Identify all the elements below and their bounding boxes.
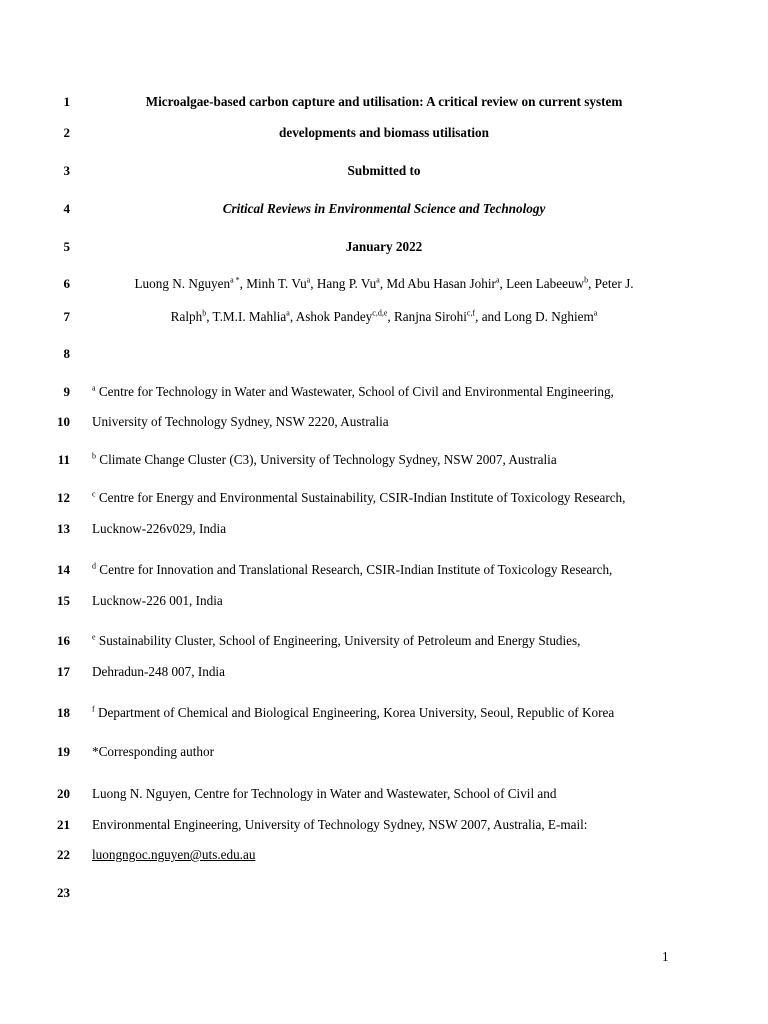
- affiliation-text: Sustainability Cluster, School of Engineering, University of Petroleum and Energy Studies,: [95, 633, 581, 648]
- line-17: [0, 661, 768, 683]
- line-12: [0, 487, 768, 509]
- line-number: 1: [63, 94, 70, 109]
- line-number: 20: [57, 786, 70, 801]
- author-name: , Leen Labeeuw: [499, 276, 585, 291]
- author-name: , Md Abu Hasan Johir: [379, 276, 496, 291]
- affiliation-a-line-1: [92, 381, 614, 403]
- line-number: 23: [57, 885, 70, 900]
- email-link[interactable]: luongngoc.nguyen@uts.edu.au: [92, 847, 256, 862]
- author-sup: a: [376, 275, 380, 285]
- author-name: , T.M.I. Mahlia: [206, 309, 287, 324]
- affiliation-c-line-2: Lucknow-226v029, India: [92, 521, 227, 536]
- line-10: [0, 411, 768, 433]
- line-number: 14: [57, 562, 70, 577]
- line-number: 9: [63, 384, 70, 399]
- affiliation-text: Centre for Energy and Environmental Sustainability, CSIR-Indian Institute of Toxicology Research,: [95, 490, 626, 505]
- line-19: [0, 741, 768, 763]
- affiliation-f-line-1: [92, 702, 614, 724]
- title-line-2: developments and biomass utilisation: [279, 125, 489, 140]
- line-number: 17: [57, 664, 70, 679]
- affiliation-sup: d: [92, 561, 96, 571]
- author-sup: a: [306, 275, 311, 285]
- author-name: , Peter J.: [588, 276, 634, 291]
- authors-line-1: [92, 273, 676, 295]
- affiliation-text: Centre for Innovation and Translational Research, CSIR-Indian Institute of Toxicology Research,: [96, 562, 613, 577]
- affiliation-sup: c: [92, 489, 96, 499]
- journal-name: Critical Reviews in Environmental Science and Technology: [222, 201, 546, 216]
- line-number: 8: [63, 346, 70, 361]
- affiliation-e-line-1: [92, 630, 580, 652]
- author-name: , Minh T. Vu: [239, 276, 307, 291]
- line-number: 12: [57, 490, 70, 505]
- affiliation-sup: a: [92, 383, 96, 393]
- line-number: 11: [57, 452, 70, 467]
- affiliation-d-line-2: Lucknow-226 001, India: [92, 593, 223, 608]
- line-number: 5: [63, 239, 70, 254]
- line-8: [0, 343, 768, 365]
- line-6: [0, 273, 768, 295]
- line-22: [0, 844, 768, 866]
- line-15: [0, 590, 768, 612]
- affiliation-d-line-1: [92, 559, 612, 581]
- title-line-1: Microalgae-based carbon capture and utilisation: A critical review on current system: [145, 94, 623, 109]
- author-name: Luong N. Nguyen: [134, 276, 231, 291]
- line-number: 21: [57, 817, 70, 832]
- submission-date: January 2022: [345, 239, 423, 254]
- line-number: 2: [63, 125, 70, 140]
- line-21: [0, 814, 768, 836]
- line-number: 22: [57, 847, 70, 862]
- line-11: [0, 449, 768, 471]
- line-4: [0, 198, 768, 220]
- line-number: 18: [57, 705, 70, 720]
- affiliation-c-line-1: [92, 487, 625, 509]
- line-number: 13: [57, 521, 70, 536]
- line-7: [0, 306, 768, 328]
- line-13: [0, 518, 768, 540]
- line-5: [0, 236, 768, 258]
- line-23: [0, 882, 768, 904]
- line-number: 6: [63, 276, 70, 291]
- author-name: , Ranjna Sirohi: [387, 309, 467, 324]
- corresponding-line-2: Environmental Engineering, University of Technology Sydney, NSW 2007, Australia, E-mail:: [92, 817, 588, 832]
- line-9: [0, 381, 768, 403]
- author-sup: a: [593, 308, 598, 318]
- line-18: [0, 702, 768, 724]
- author-name: , and Long D. Nghiem: [475, 309, 594, 324]
- affiliation-sup: e: [92, 632, 96, 642]
- author-name: , Hang P. Vu: [310, 276, 377, 291]
- author-sup: b: [202, 308, 207, 318]
- affiliation-text: Department of Chemical and Biological Engineering, Korea University, Seoul, Republic of Korea: [94, 705, 615, 720]
- affiliation-e-line-2: Dehradun-248 007, India: [92, 664, 225, 679]
- line-20: [0, 783, 768, 805]
- corresponding-author-label: *Corresponding author: [92, 744, 214, 759]
- corresponding-line-1: Luong N. Nguyen, Centre for Technology in Water and Wastewater, School of Civil and: [92, 786, 557, 801]
- line-number: 15: [57, 593, 70, 608]
- author-sup: c,f: [466, 308, 476, 318]
- authors-line-2: [92, 306, 676, 328]
- line-number: 16: [57, 633, 70, 648]
- affiliation-text: Centre for Technology in Water and Wastewater, School of Civil and Environmental Engineering,: [95, 384, 614, 399]
- line-number: 7: [63, 309, 70, 324]
- author-sup: a *: [230, 275, 240, 285]
- line-16: [0, 630, 768, 652]
- line-number: 4: [63, 201, 70, 216]
- affiliation-sup: f: [92, 704, 95, 714]
- author-sup: c,d,e: [372, 308, 388, 318]
- line-1: [0, 91, 768, 113]
- affiliation-a-line-2: University of Technology Sydney, NSW 2220, Australia: [92, 414, 389, 429]
- line-2: [0, 122, 768, 144]
- author-name: , Ashok Pandey: [289, 309, 373, 324]
- page-number: 1: [662, 949, 669, 964]
- affiliation-text: Climate Change Cluster (C3), University of Technology Sydney, NSW 2007, Australia: [96, 452, 557, 467]
- author-sup: a: [286, 308, 290, 318]
- line-number: 19: [57, 744, 70, 759]
- affiliation-b-line-1: [92, 449, 557, 471]
- line-number: 3: [63, 163, 70, 178]
- author-name: Ralph: [170, 309, 203, 324]
- line-3: [0, 160, 768, 182]
- affiliation-sup: b: [92, 451, 96, 461]
- line-14: [0, 559, 768, 581]
- submitted-to: Submitted to: [347, 163, 421, 178]
- line-number: 10: [57, 414, 70, 429]
- author-sup: b: [584, 275, 589, 285]
- author-sup: a: [495, 275, 500, 285]
